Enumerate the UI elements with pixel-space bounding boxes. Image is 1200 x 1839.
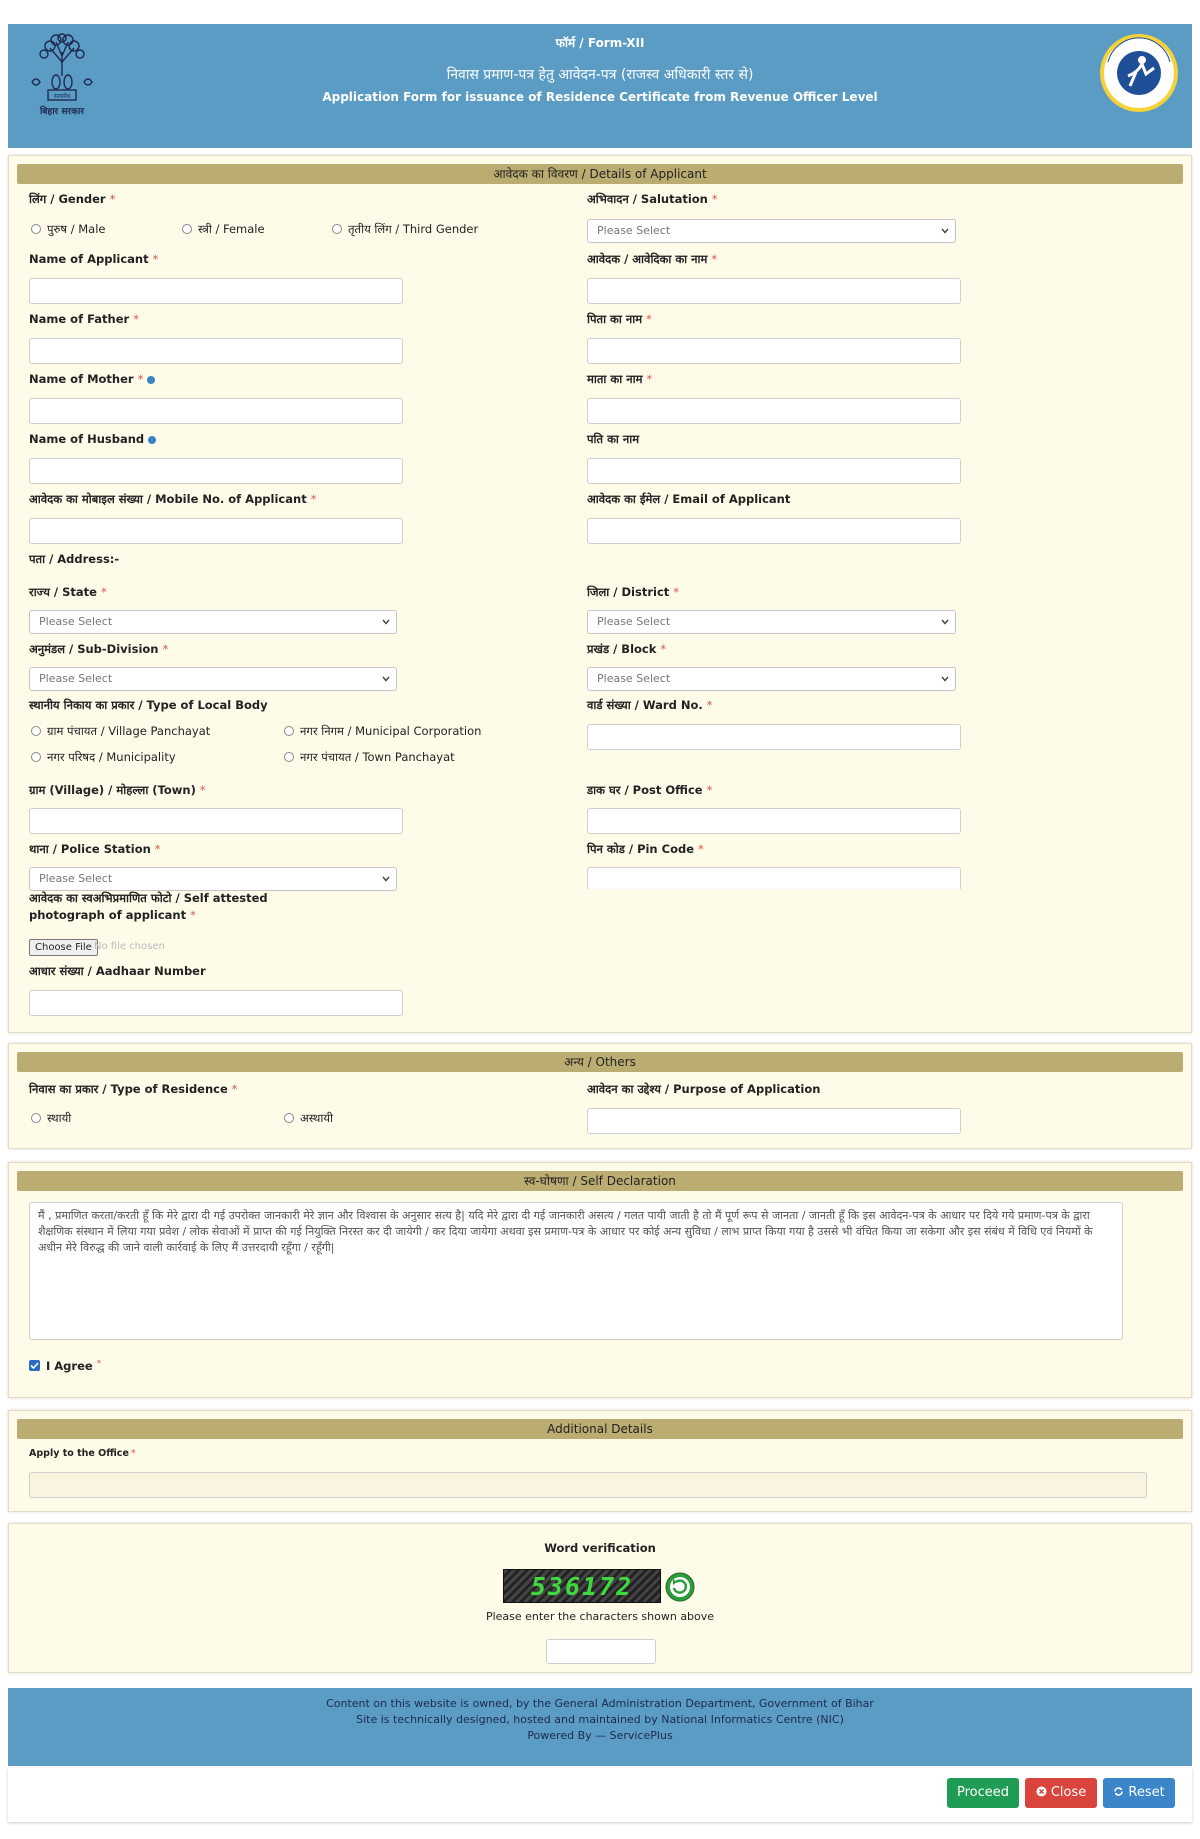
section-heading: अन्य / Others — [17, 1052, 1183, 1072]
localbody-townpanchayat-radio[interactable]: नगर पंचायत / Town Panchayat — [284, 750, 455, 765]
page-footer — [8, 1688, 1192, 1766]
district-select[interactable]: Please Select — [587, 610, 956, 634]
purpose-label: आवेदन का उद्देश्य / Purpose of Application — [587, 1082, 821, 1096]
captcha-text: 536172 — [530, 1572, 634, 1601]
chevron-down-icon — [941, 675, 949, 683]
footer-ownership: Content on this website is owned, by the General Administration Department, Government of Bihar — [326, 1697, 874, 1710]
subdivision-label: अनुमंडल / Sub-Division * — [29, 642, 169, 656]
pincode-label: पिन कोड / Pin Code * — [587, 842, 704, 856]
block-label: प्रखंड / Block * — [587, 642, 667, 656]
email-label: आवेदक का ईमेल / Email of Applicant — [587, 492, 791, 506]
husband-name-hindi-label: पति का नाम — [587, 432, 640, 446]
refresh-icon — [1113, 1786, 1124, 1797]
applicant-name-input[interactable] — [29, 278, 403, 304]
salutation-select[interactable]: Please Select — [587, 219, 956, 243]
address-label: पता / Address:- — [29, 552, 120, 566]
husband-name-hindi-input[interactable] — [587, 458, 961, 484]
agree-label: I Agree * — [46, 1359, 102, 1373]
apply-office-label: Apply to the Office * — [29, 1448, 136, 1459]
police-station-select[interactable]: Please Select — [29, 867, 397, 891]
residence-temporary-radio[interactable]: अस्थायी — [284, 1111, 333, 1126]
self-declaration-panel — [8, 1162, 1192, 1398]
section-heading: Additional Details — [17, 1419, 1183, 1439]
captcha-input[interactable] — [546, 1639, 656, 1664]
footer-powered-by: Powered By — ServicePlus — [527, 1729, 673, 1742]
mother-name-input[interactable] — [29, 398, 403, 424]
mother-name-label: Name of Mother * — [29, 372, 155, 386]
village-label: ग्राम (Village) / मोहल्ला (Town) * — [29, 783, 206, 797]
father-name-input[interactable] — [29, 338, 403, 364]
gender-label: लिंग / Gender * — [29, 192, 116, 206]
captcha-hint: Please enter the characters shown above — [485, 1610, 715, 1623]
applicant-name-hindi-label: आवेदक / आवेदिका का नाम * — [587, 252, 718, 266]
section-heading: आवेदक का विवरण / Details of Applicant — [17, 164, 1183, 184]
declaration-textarea[interactable]: मैं , प्रमाणित करता/करती हूँ कि मेरे द्वारा दी गई उपरोक्त जानकारी मेरे ज्ञान और विश्वास के अनुसार सत्य है| यदि मेरे द्वारा दी गई जानकारी असत्य / गलत पायी जाती है तो मैं पूर्ण रूप से जानता / जानती हूँ कि इस आवेदन-पत्र के आधार पर दिये गये प्रमाण-पत्र के द्वारा शैक्षणिक संस्थान में लिया गया प्रवेश / लोक सेवाओं में प्राप्त की गई नियुक्ति निरस्त कर दी जायेगी / कर दिया जायेगा अथवा इस प्रमाण-पत्र के आधार पर कोई अन्य सुविधा / लाभ प्राप्त किया गया है उससे भी वंचित किया जा सकेगा और इस संबंध में विधि एवं नियमों के अधीन मेरे विरुद्ध की जाने वाली कार्रवाई के लिए मैं उत्तरदायी रहूँगा / रहूँगी| — [29, 1202, 1123, 1340]
close-button[interactable]: Close — [1025, 1778, 1097, 1808]
father-name-hindi-label: पिता का नाम * — [587, 312, 652, 326]
info-icon[interactable] — [148, 436, 156, 444]
father-name-hindi-input[interactable] — [587, 338, 961, 364]
ward-input[interactable] — [587, 724, 961, 750]
reform-mission-logo — [1098, 32, 1180, 114]
village-input[interactable] — [29, 808, 403, 834]
police-station-label: थाना / Police Station * — [29, 842, 161, 856]
husband-name-input[interactable] — [29, 458, 403, 484]
no-file-text: No file chosen — [94, 941, 165, 952]
postoffice-label: डाक घर / Post Office * — [587, 783, 713, 797]
state-select[interactable]: Please Select — [29, 610, 397, 634]
localbody-label: स्थानीय निकाय का प्रकार / Type of Local Body — [29, 698, 268, 712]
word-verification-panel — [8, 1523, 1192, 1673]
captcha-image — [503, 1569, 661, 1603]
email-input[interactable] — [587, 518, 961, 544]
gender-male-radio[interactable]: पुरुष / Male — [31, 222, 105, 237]
photo-label: आवेदक का स्वअभिप्रमाणित फोटो / Self attested — [29, 891, 268, 905]
mobile-input[interactable] — [29, 518, 403, 544]
residence-permanent-radio[interactable]: स्थायी — [31, 1111, 71, 1126]
chevron-down-icon — [941, 227, 949, 235]
localbody-corporation-radio[interactable]: नगर निगम / Municipal Corporation — [284, 724, 481, 739]
reset-button[interactable]: Reset — [1103, 1778, 1175, 1808]
postoffice-input[interactable] — [587, 808, 961, 834]
section-heading: स्व-घोषणा / Self Declaration — [17, 1171, 1183, 1191]
info-icon[interactable] — [147, 376, 155, 384]
form-number: फॉर्म / Form-XII — [555, 36, 645, 50]
apply-office-input[interactable] — [29, 1472, 1147, 1498]
applicant-name-hindi-input[interactable] — [587, 278, 961, 304]
agree-checkbox[interactable] — [29, 1360, 40, 1371]
father-name-label: Name of Father * — [29, 312, 139, 326]
chevron-down-icon — [382, 675, 390, 683]
choose-file-button[interactable]: Choose File — [29, 939, 98, 956]
ward-label: वार्ड संख्या / Ward No. * — [587, 698, 713, 712]
logo-caption: बिहार सरकार — [39, 107, 85, 117]
localbody-village-radio[interactable]: ग्राम पंचायत / Village Panchayat — [31, 724, 210, 739]
refresh-captcha-icon[interactable] — [665, 1572, 695, 1602]
residence-type-label: निवास का प्रकार / Type of Residence * — [29, 1082, 238, 1096]
pincode-input[interactable] — [587, 867, 961, 889]
mother-name-hindi-input[interactable] — [587, 398, 961, 424]
footer-nic: Site is technically designed, hosted and maintained by National Informatics Centre (NIC) — [356, 1713, 844, 1726]
chevron-down-icon — [382, 618, 390, 626]
additional-details-panel — [8, 1410, 1192, 1512]
state-label: राज्य / State * — [29, 585, 107, 599]
subdivision-select[interactable]: Please Select — [29, 667, 397, 691]
aadhaar-input[interactable] — [29, 990, 403, 1016]
applicant-name-label: Name of Applicant * — [29, 252, 159, 266]
proceed-button[interactable]: Proceed — [947, 1778, 1019, 1808]
chevron-down-icon — [382, 875, 390, 883]
page-header — [8, 24, 1192, 148]
logo-seal-text: सत्यमेव — [53, 93, 71, 100]
verification-heading: Word verification — [544, 1541, 656, 1555]
others-panel — [8, 1043, 1192, 1149]
close-circle-icon — [1036, 1786, 1047, 1797]
photo-label-line2: photograph of applicant * — [29, 908, 196, 922]
husband-name-label: Name of Husband — [29, 432, 156, 446]
localbody-municipality-radio[interactable]: नगर परिषद / Municipality — [31, 750, 176, 765]
block-select[interactable]: Please Select — [587, 667, 956, 691]
mobile-label: आवेदक का मोबाइल संख्या / Mobile No. of Applicant * — [29, 492, 317, 506]
chevron-down-icon — [941, 618, 949, 626]
salutation-label: अभिवादन / Salutation * — [587, 192, 718, 206]
check-icon — [29, 1360, 40, 1371]
purpose-input[interactable] — [587, 1108, 961, 1134]
form-title-hindi: निवास प्रमाण-पत्र हेतु आवेदन-पत्र (राजस्व अधिकारी स्तर से) — [446, 67, 754, 83]
gender-female-radio[interactable]: स्त्री / Female — [182, 222, 265, 237]
form-title-english: Application Form for issuance of Residence Certificate from Revenue Officer Level — [322, 90, 878, 104]
applicant-details-panel — [8, 155, 1192, 1033]
district-label: जिला / District * — [587, 585, 680, 599]
gender-third-radio[interactable]: तृतीय लिंग / Third Gender — [332, 222, 478, 237]
mother-name-hindi-label: माता का नाम * — [587, 372, 653, 386]
aadhaar-label: आधार संख्या / Aadhaar Number — [29, 964, 206, 978]
